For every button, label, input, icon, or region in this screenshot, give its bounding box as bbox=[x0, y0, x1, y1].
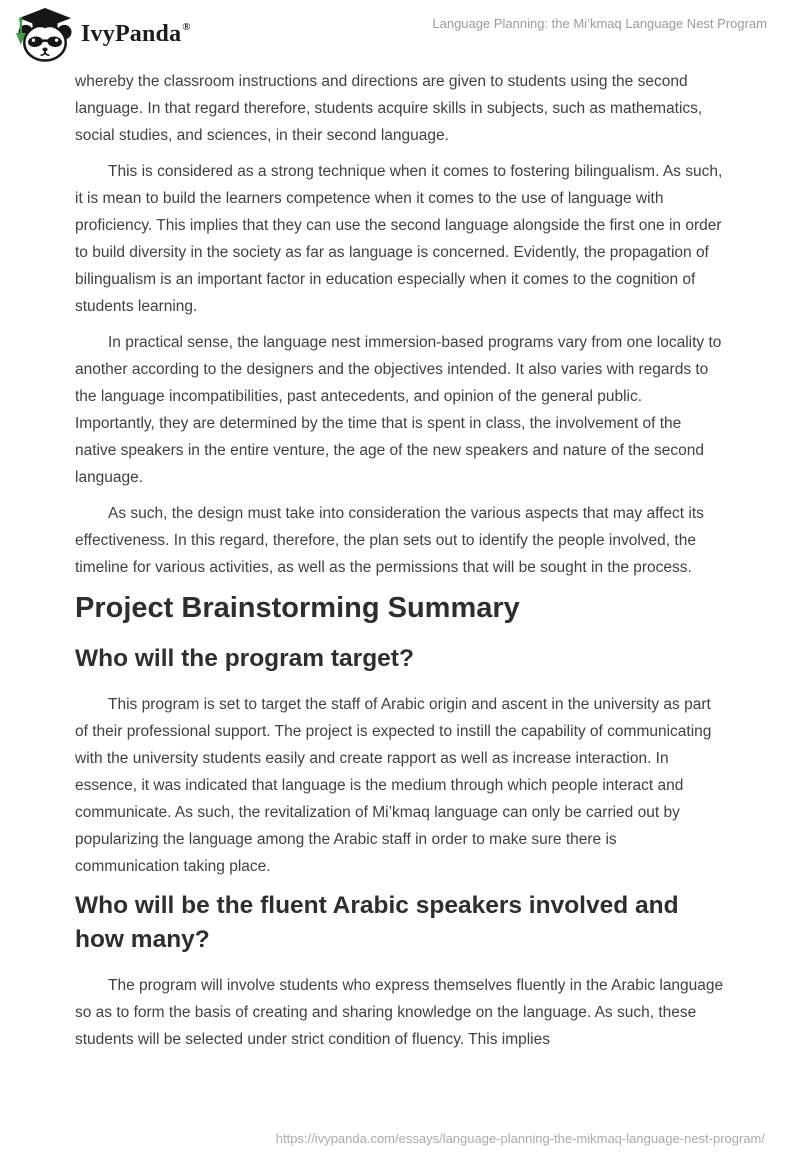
essay-paragraph: In practical sense, the language nest immersion-based programs vary from one locality to another according to the designers and the objectives intended. It also varies with regards to the language incompatibilities, past antecedents, and opinion of the general public. Importantly, they are determined by the time that is spent in class, the involvement of the native speakers in the entire venture, the age of the new speakers and nature of the second language. bbox=[75, 334, 722, 486]
subsection-heading: Who will be the fluent Arabic speakers involved and how many? bbox=[75, 892, 679, 953]
registered-mark: ® bbox=[182, 21, 191, 33]
essay-paragraph: whereby the classroom instructions and directions are given to students using the second language. In that regard therefore, students acquire skills in subjects, such as mathematics, social studies, and sciences, in their second language. bbox=[75, 73, 703, 144]
section-heading: Project Brainstorming Summary bbox=[75, 592, 520, 624]
page-footer bbox=[276, 1131, 765, 1146]
essay-paragraph: As such, the design must take into consideration the various aspects that may affect its effectiveness. In this regard, therefore, the plan sets out to identify the people involved, the timeline for various activities, as well as the permissions that will be sought in the process. bbox=[75, 505, 704, 576]
page-header bbox=[0, 0, 800, 66]
essay-body bbox=[75, 68, 725, 1062]
ivypanda-logo-icon bbox=[14, 7, 76, 62]
subsection-heading: Who will the program target? bbox=[75, 645, 414, 672]
essay-paragraph: This program is set to target the staff of Arabic origin and ascent in the university as part of their professional support. The project is expected to instill the capability of communicating with the university students easily and create rapport as well as increase interaction. In essence, it was indicated that language is the medium through which people interact and communicate. As such, the revitalization of Mi’kmaq language can only be carried out by popularizing the language among the Arabic staff in order to make sure there is communication taking place. bbox=[75, 696, 712, 875]
doc-title: Language Planning: the Mi’kmaq Language Nest Program bbox=[432, 16, 767, 31]
brand-name bbox=[81, 21, 190, 48]
essay-paragraph: This is considered as a strong technique when it comes to fostering bilingualism. As such, it is mean to build the learners competence when it comes to the use of language with proficiency. This implies that they can use the second language alongside the first one in order to build diversity in the society as far as language is concerned. Evidently, the propagation of bilingualism is an important factor in education especially when it comes to the cognition of students learning. bbox=[75, 163, 723, 315]
brand-name-text: IvyPanda bbox=[81, 21, 182, 47]
essay-paragraph: The program will involve students who express themselves fluently in the Arabic language so as to form the basis of creating and sharing knowledge on the language. As such, these students will be selected under strict condition of fluency. This implies bbox=[75, 977, 724, 1048]
source-url-link[interactable]: https://ivypanda.com/essays/language-planning-the-mikmaq-language-nest-program/ bbox=[275, 1131, 765, 1146]
